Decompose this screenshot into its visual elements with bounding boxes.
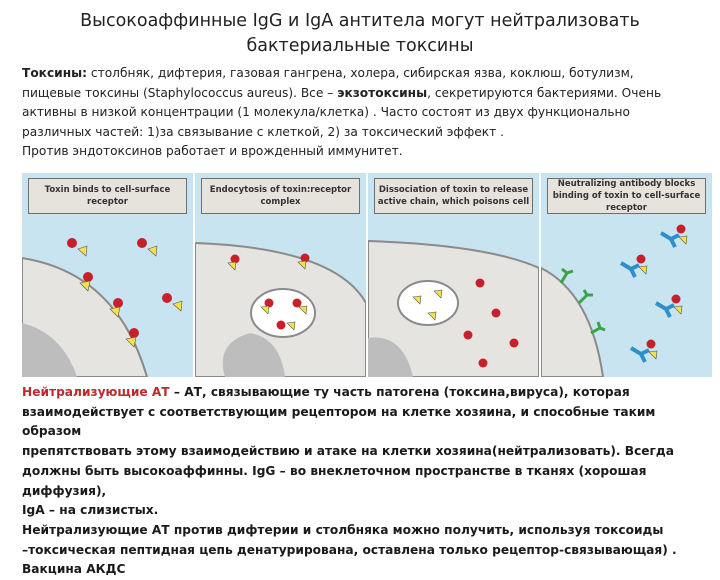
slide-title: Высокоаффинные IgG и IgA антитела могут нейтрализовать бактериальные токсины xyxy=(80,11,640,56)
intro-line-2 xyxy=(22,84,702,104)
panel-endocytosis xyxy=(195,173,366,377)
panel-neutralizing-antibody xyxy=(541,173,712,377)
intro-line-4: различных частей: 1)за связывание с клеткой, 2) за токсический эффект . xyxy=(22,124,504,139)
intro-line-1 xyxy=(22,64,702,84)
bottom-line-4: должны быть высокоаффинны. IgG – во внеклеточном пространстве в тканях (хорошая диффузия), xyxy=(22,463,647,498)
intro-line-2-text: пищевые токсины (Staphylococcus aureus). Все – xyxy=(22,85,338,100)
endosome xyxy=(398,281,458,325)
intro-line-3: активны в низкой концентрации (1 молекула/клетка) . Часто состоят из двух функционально xyxy=(22,105,630,119)
panel-4-caption: Neutralizing antibody blocks binding of toxin to cell-surface receptor xyxy=(547,178,706,214)
bottom-line-7: –токсическая пептидная цепь денатурирована, оставлена только рецептор-связывающая) . xyxy=(22,542,677,557)
bottom-line-2: взаимодействует с соответствующим рецептором на клетке хозяина, и способные таким образом xyxy=(22,404,656,439)
neutralizing-antibodies-text xyxy=(22,383,712,580)
bottom-line-6: Нейтрализующие АТ против дифтерии и столбняка можно получить, используя токсоиды xyxy=(22,522,664,537)
intro-text xyxy=(22,64,702,162)
neutralizing-ab-term: Нейтрализующие АТ xyxy=(22,385,170,399)
panel-1-caption: Toxin binds to cell-surface receptor xyxy=(28,178,187,214)
toxins-label: Токсины: xyxy=(22,66,88,80)
bottom-line-1-text: – АТ, связывающие ту часть патогена (токсина,вируса), которая xyxy=(169,385,630,399)
panel-dissociation xyxy=(368,173,539,377)
intro-line-1-text: столбняк, дифтерия, газовая гангрена, холера, сибирская язва, коклюш, ботулизм, xyxy=(87,66,634,80)
bottom-line-8: Вакцина АКДС xyxy=(22,562,126,577)
intro-line-2b-text: , секретируются бактериями. Очень xyxy=(427,85,662,100)
bottom-line-3: препятствовать этому взаимодействию и атаке на клетки хозяина(нейтрализовать). Всегда xyxy=(22,444,674,459)
panel-toxin-binds xyxy=(22,173,193,377)
intro-line-5: Против эндотоксинов работает и врожденный иммунитет. xyxy=(22,144,403,158)
exotoxins-term: экзотоксины xyxy=(337,85,428,100)
bottom-line-5: IgA – на слизистых. xyxy=(22,503,159,518)
panel-3-caption: Dissociation of toxin to release active chain, which poisons cell xyxy=(374,178,533,214)
toxin-neutralization-figure xyxy=(22,173,712,377)
bottom-line-1 xyxy=(22,383,712,403)
panel-2-caption: Endocytosis of toxin:receptor complex xyxy=(201,178,360,214)
